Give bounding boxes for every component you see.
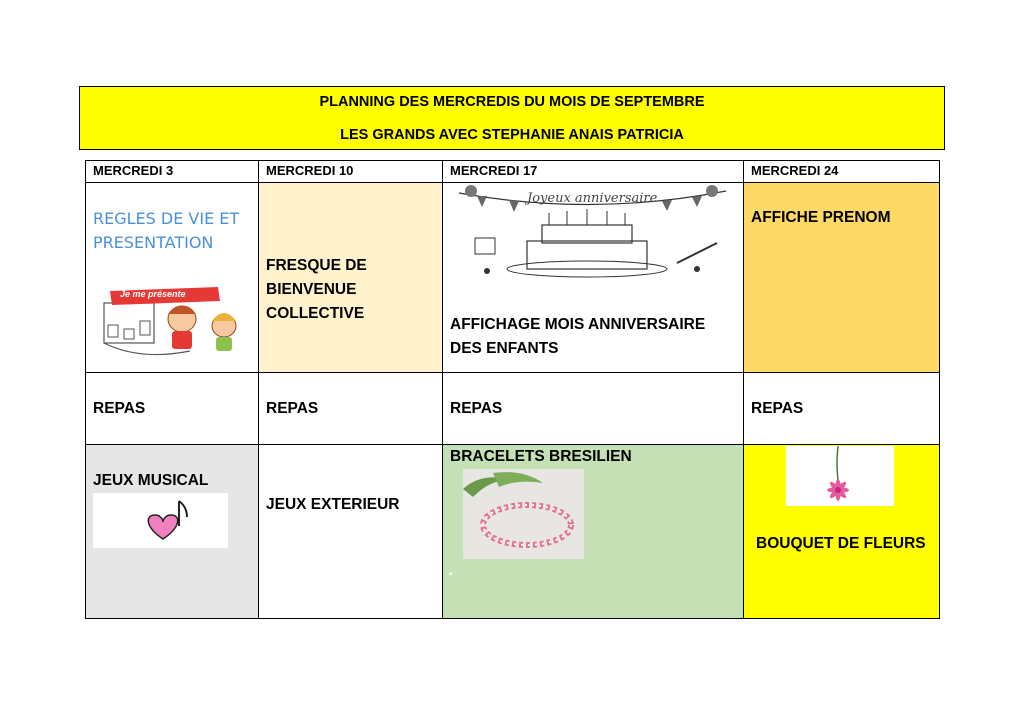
day-header-row — [86, 161, 940, 183]
birthday-image — [457, 183, 728, 282]
music-image — [93, 493, 228, 548]
children-image-text: Je me présente — [120, 289, 186, 299]
bracelets-label: BRACELETS BRESILIEN — [450, 448, 632, 465]
children-image — [100, 281, 250, 363]
bracelet-image — [463, 469, 584, 559]
rules-title-line1: REGLES DE VIE ET — [93, 209, 240, 228]
cell-jeux-musical — [86, 445, 259, 619]
day-header: MERCREDI 24 — [744, 161, 940, 183]
fresque-label — [266, 254, 367, 326]
repas-label: REPAS — [450, 400, 503, 417]
heart-icon — [93, 493, 228, 548]
fresque-line3: COLLECTIVE — [266, 305, 365, 322]
lunch-row — [86, 373, 940, 445]
cell-prenom — [744, 183, 940, 373]
birthday-image-text: Joyeux anniversaire — [527, 191, 658, 206]
cell-jeux-exterieur — [259, 445, 443, 619]
day-header: MERCREDI 17 — [443, 161, 744, 183]
cell-bracelets — [443, 445, 744, 619]
prenom-label: AFFICHE PRENOM — [751, 209, 891, 226]
header-subtitle: LES GRANDS AVEC STEPHANIE ANAIS PATRICIA — [340, 127, 684, 143]
bouquet-label: BOUQUET DE FLEURS — [756, 535, 926, 552]
bracelet-icon — [463, 469, 584, 559]
anniversaire-label — [450, 313, 705, 361]
cell-repas — [86, 373, 259, 445]
activity-row-morning — [86, 183, 940, 373]
day-header: MERCREDI 3 — [86, 161, 259, 183]
rules-title — [93, 207, 239, 255]
cell-anniversaire — [443, 183, 744, 373]
jeux-musical-label: JEUX MUSICAL — [93, 472, 209, 489]
anniversaire-line1: AFFICHAGE MOIS ANNIVERSAIRE — [450, 316, 706, 333]
anniversaire-line2: DES ENFANTS — [450, 340, 559, 357]
day-header: MERCREDI 10 — [259, 161, 443, 183]
bullet: ▪ — [449, 569, 453, 580]
cell-repas — [443, 373, 744, 445]
fresque-line2: BIENVENUE — [266, 281, 357, 298]
cell-repas — [259, 373, 443, 445]
cell-rules — [86, 183, 259, 373]
cell-bouquet — [744, 445, 940, 619]
flower-icon — [786, 446, 894, 506]
planning-table — [85, 160, 940, 619]
cell-fresque — [259, 183, 443, 373]
cell-repas — [744, 373, 940, 445]
header-title: PLANNING DES MERCREDIS DU MOIS DE SEPTEMBRE — [319, 94, 705, 110]
repas-label: REPAS — [751, 400, 804, 417]
activity-row-afternoon — [86, 445, 940, 619]
flower-image — [786, 446, 894, 506]
jeux-exterieur-label: JEUX EXTERIEUR — [266, 496, 400, 513]
rules-title-line2: PRESENTATION — [93, 233, 214, 252]
fresque-line1: FRESQUE DE — [266, 257, 367, 274]
repas-label: REPAS — [266, 400, 319, 417]
repas-label: REPAS — [93, 400, 146, 417]
header-banner — [79, 86, 945, 150]
